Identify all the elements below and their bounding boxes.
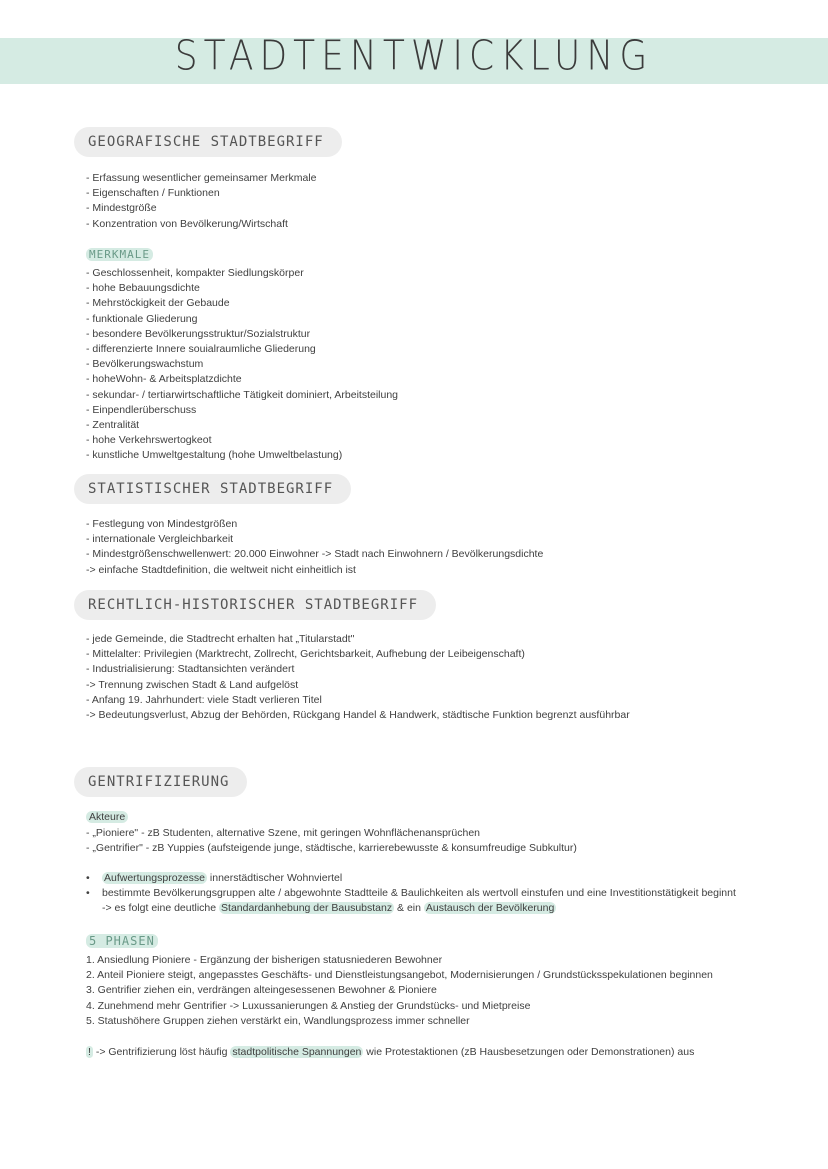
bullet-list-prozesse bbox=[86, 871, 736, 917]
list-item: - Erfassung wesentlicher gemeinsamer Merkmale bbox=[86, 172, 317, 184]
akteure-label: Akteure bbox=[86, 811, 128, 823]
list-phasen bbox=[86, 953, 713, 1029]
list-item: - jede Gemeinde, die Stadtrecht erhalten hat „Titularstadt" bbox=[86, 633, 355, 645]
list-item: - Bevölkerungswachstum bbox=[86, 358, 204, 371]
exclamation-icon: ! bbox=[88, 1046, 91, 1058]
list-item: 5. Statushöhere Gruppen ziehen verstärkt ein, Wandlungsprozess immer schneller bbox=[86, 1014, 470, 1027]
list-item: - besondere Bevölkerungsstruktur/Sozialstruktur bbox=[86, 327, 311, 340]
bullet-icon: • bbox=[86, 872, 90, 884]
bullet-icon: • bbox=[86, 887, 90, 900]
list-item: 2. Anteil Pioniere steigt, angepasstes Geschäfts- und Dienstleistungsangebot, Modernisierungen / Grundstücksspekulationen beginnen bbox=[86, 969, 713, 982]
list-item: - sekundar- / tertiarwirtschaftliche Tätigkeit dominiert, Arbeitsteilung bbox=[86, 388, 399, 401]
list-item: - Anfang 19. Jahrhundert: viele Stadt verlieren Titel bbox=[86, 693, 322, 706]
list-item: - Mehrstöckigkeit der Gebaude bbox=[86, 297, 230, 310]
list-item: 3. Gentrifier ziehen ein, verdrängen alteingesessenen Bewohner & Pioniere bbox=[86, 984, 437, 997]
list-rechtlich bbox=[86, 632, 630, 723]
list-item: • Aufwertungsprozesse innerstädtischer Wohnviertel bbox=[86, 871, 736, 886]
list-item: -> Trennung zwischen Stadt & Land aufgelöst bbox=[86, 678, 299, 691]
list-item: - Konzentration von Bevölkerung/Wirtschaft bbox=[86, 217, 288, 230]
list-item: -> einfache Stadtdefinition, die weltweit nicht einheitlich ist bbox=[86, 563, 356, 576]
list-item: - hohe Bebauungsdichte bbox=[86, 282, 200, 295]
list-item: - Mittelalter: Privilegien (Marktrecht, Zollrecht, Gerichtsbarkeit, Aufhebung der Leibeigenschaft) bbox=[86, 648, 525, 661]
heading-statistischer: STATISTISCHER STADTBEGRIFF bbox=[74, 474, 351, 504]
list-item: - kunstliche Umweltgestaltung (hohe Umweltbelastung) bbox=[86, 449, 343, 462]
list-item: -> Bedeutungsverlust, Abzug der Behörden, Rückgang Handel & Handwerk, städtische Funktion begrenzt ausführbar bbox=[86, 709, 630, 722]
list-item: - funktionale Gliederung bbox=[86, 312, 198, 325]
list-item: - hoheWohn- & Arbeitsplatzdichte bbox=[86, 373, 242, 386]
page-title: STADTENTWICKLUNG bbox=[174, 32, 654, 81]
list-item: - internationale Vergleichbarkeit bbox=[86, 533, 234, 546]
list-geografische bbox=[86, 171, 317, 232]
list-item: - differenzierte Innere souialraumliche Gliederung bbox=[86, 343, 316, 356]
list-item: - hohe Verkehrswertogkeot bbox=[86, 434, 212, 447]
subheading-merkmale: MERKMALE bbox=[86, 248, 153, 261]
list-item: 1. Ansiedlung Pioniere - Ergänzung der bisherigen statusniederen Bewohner bbox=[86, 954, 443, 966]
list-item: - Mindestgröße bbox=[86, 202, 157, 215]
heading-gentrifizierung: GENTRIFIZIERUNG bbox=[74, 767, 247, 797]
list-item: - Zentralität bbox=[86, 419, 140, 432]
heading-geografische: GEOGRAFISCHE STADTBEGRIFF bbox=[74, 127, 342, 157]
list-item: - Einpendlerüberschuss bbox=[86, 403, 197, 416]
list-item: 4. Zunehmend mehr Gentrifier -> Luxussanierungen & Anstieg der Grundstücks- und Mietpreise bbox=[86, 999, 531, 1012]
heading-rechtlich: RECHTLICH-HISTORISCHER STADTBEGRIFF bbox=[74, 590, 436, 620]
list-item: - Eigenschaften / Funktionen bbox=[86, 187, 220, 200]
list-akteure bbox=[86, 826, 577, 856]
list-statistischer bbox=[86, 517, 543, 578]
list-item: - „Pioniere" - zB Studenten, alternative Szene, mit geringen Wohnflächenansprüchen bbox=[86, 827, 481, 839]
list-item: • bestimmte Bevölkerungsgruppen alte / abgewohnte Stadtteile & Baulichkeiten als wertvoll einstufen und eine Investitionstätigkeit beginnt bbox=[86, 886, 736, 901]
list-item: - „Gentrifier" - zB Yuppies (aufsteigende junge, städtische, karrierebewusste & konsumfreudige Subkultur) bbox=[86, 842, 577, 855]
list-item: - Industrialisierung: Stadtansichten verändert bbox=[86, 663, 295, 676]
list-item: - Geschlossenheit, kompakter Siedlungskörper bbox=[86, 267, 304, 279]
list-item: - Festlegung von Mindestgrößen bbox=[86, 518, 238, 530]
list-merkmale bbox=[86, 266, 398, 464]
list-item: - Mindestgrößenschwellenwert: 20.000 Einwohner -> Stadt nach Einwohnern / Bevölkerungsdichte bbox=[86, 548, 544, 561]
gentrifizierung-note: ! -> Gentrifizierung löst häufig stadtpolitische Spannungen wie Protestaktionen (zB Hausbesetzungen oder Demonstrationen) aus bbox=[88, 1046, 695, 1058]
subheading-phasen: 5 PHASEN bbox=[86, 934, 158, 948]
list-item: -> es folgt eine deutliche Standardanhebung der Bausubstanz & ein Austausch der Bevölkerung bbox=[102, 902, 555, 915]
